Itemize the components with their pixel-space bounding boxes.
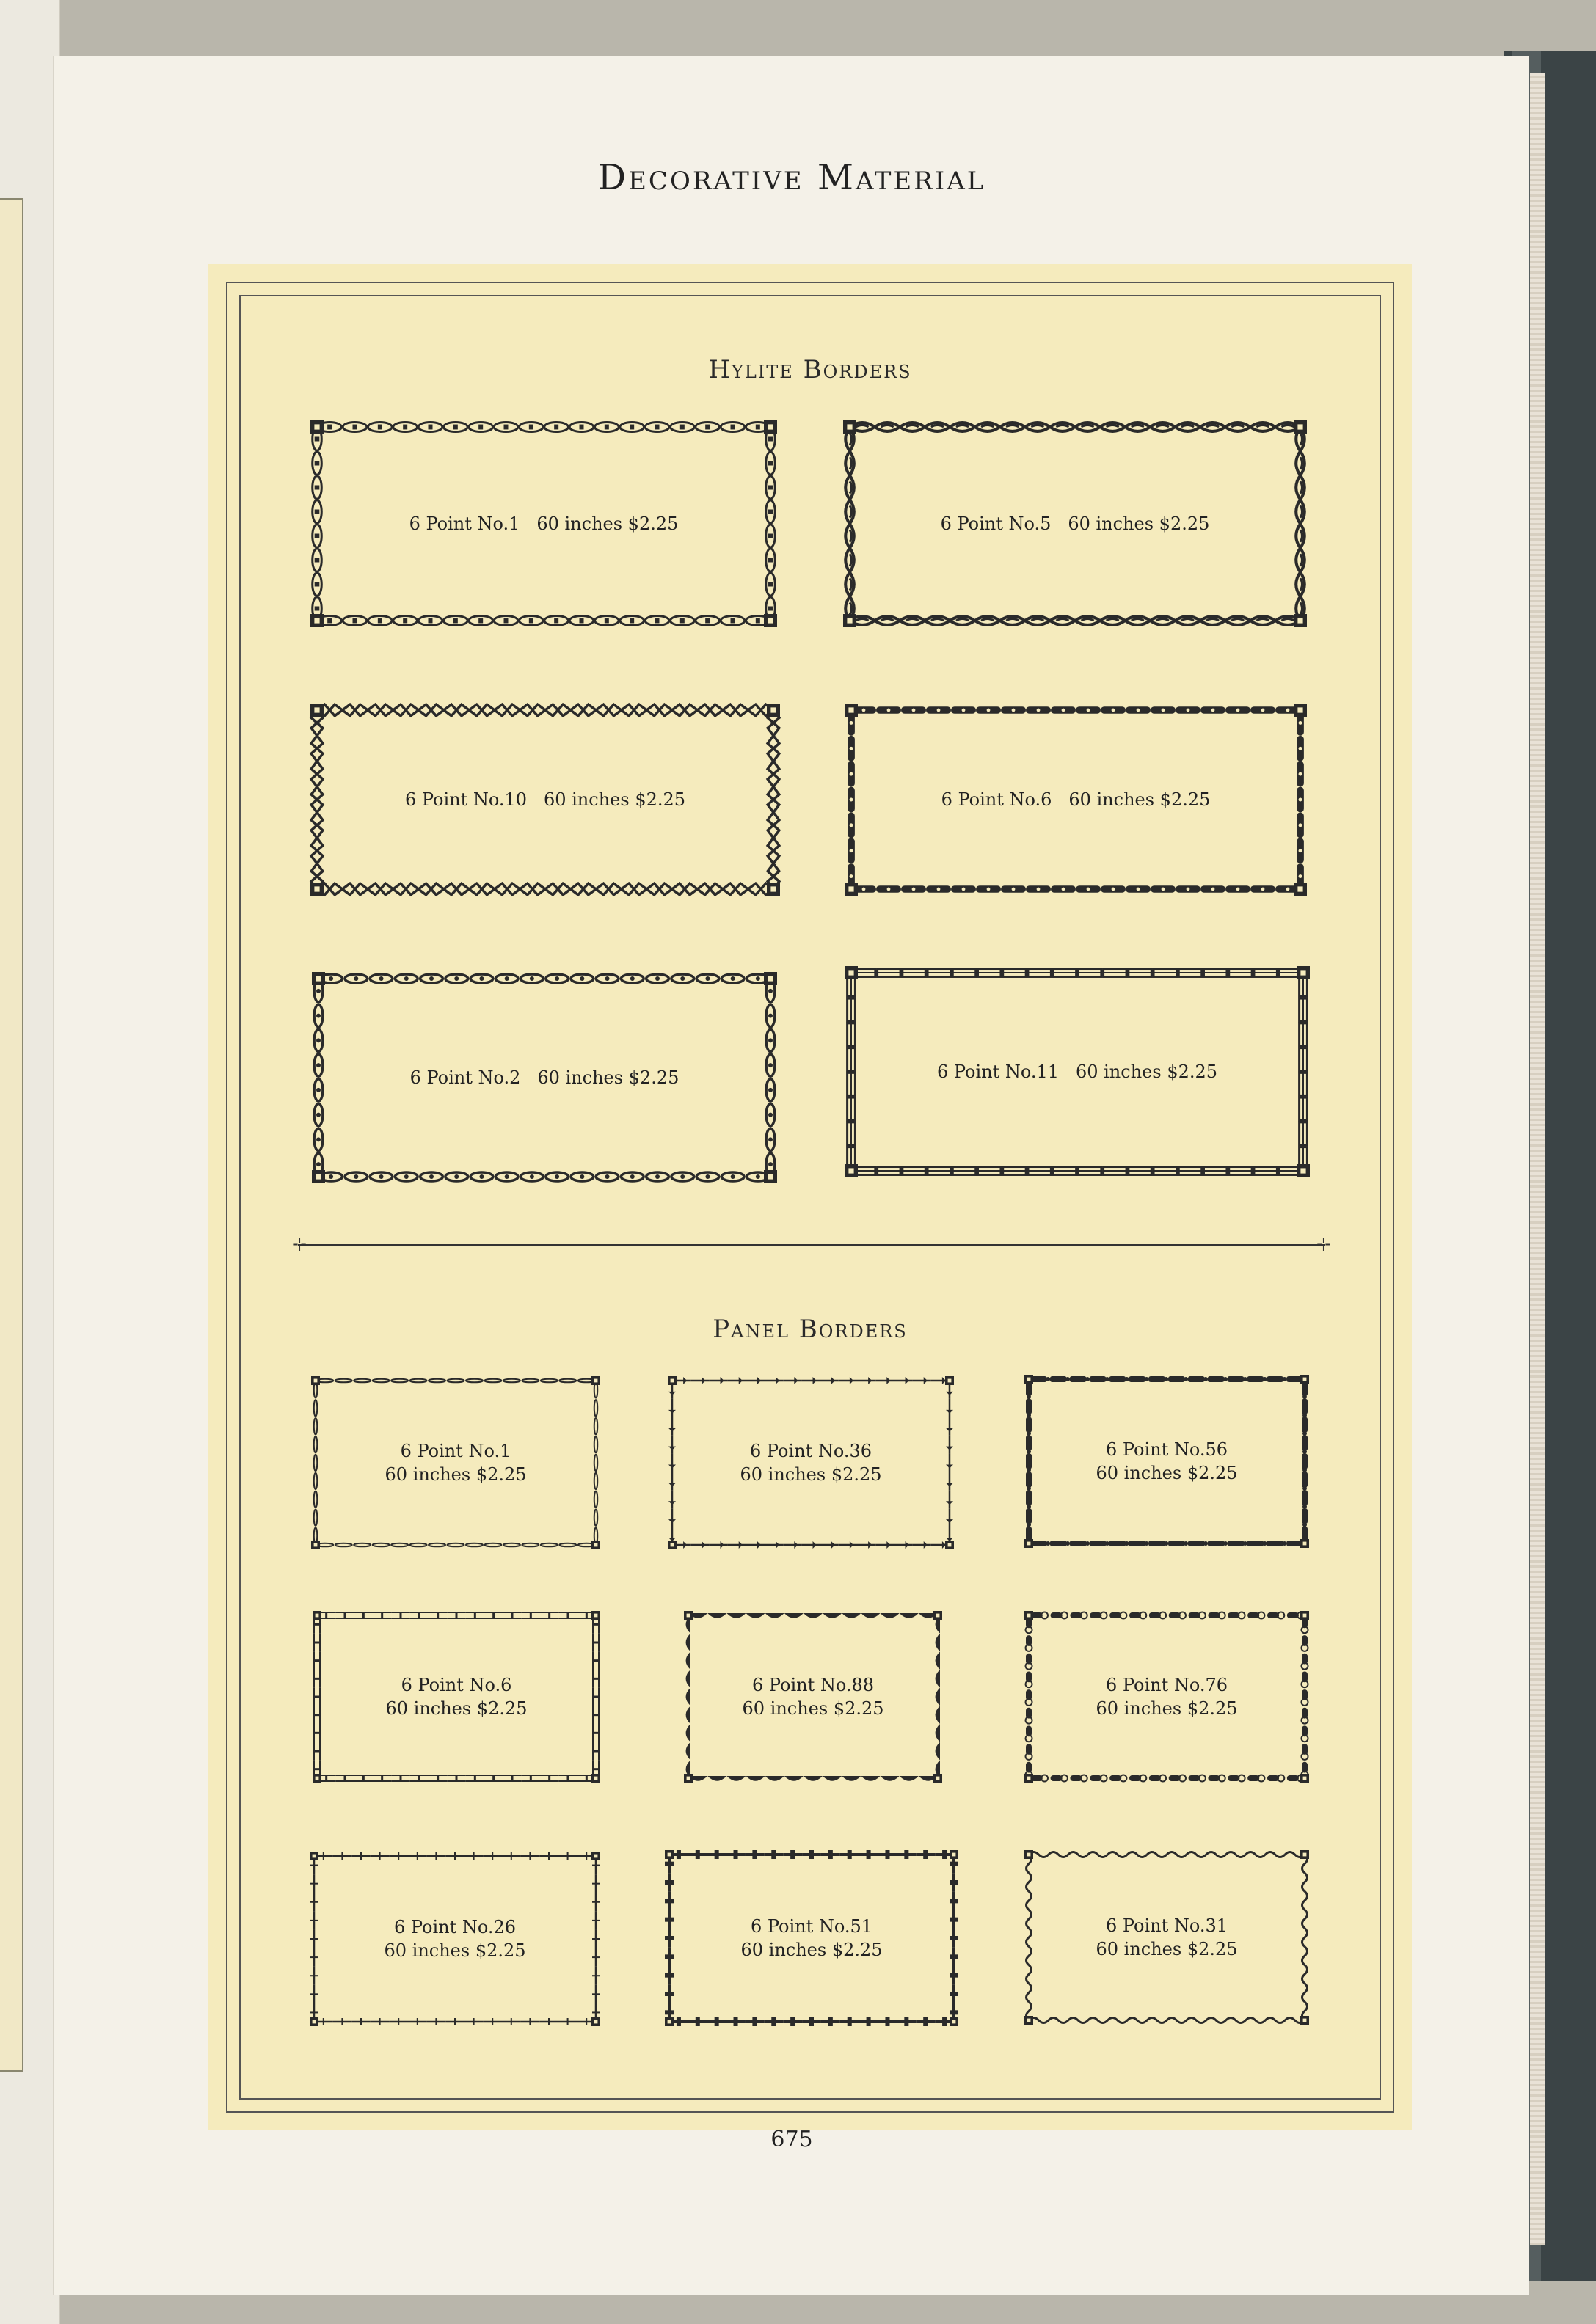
rule-ornament-right: ⊹: [1316, 1234, 1331, 1254]
page-edges: [1530, 73, 1545, 2245]
panel-specimen: [666, 1375, 955, 1551]
hylite-specimen: [307, 417, 781, 631]
hylite-specimen: [839, 417, 1311, 631]
panel-specimen: [1023, 1849, 1311, 2026]
facing-page-plate-edge: [0, 198, 23, 2072]
catalog-page: [53, 56, 1529, 2295]
hylite-specimen-label: 6 Point No.1 60 inches $2.25: [409, 514, 679, 534]
rule-ornament-left: ⊹: [292, 1234, 307, 1254]
hylite-specimen: [841, 962, 1313, 1181]
panel-specimen-label: 6 Point No.88 60 inches $2.25: [742, 1675, 884, 1719]
panel-specimen-label: 6 Point No.56 60 inches $2.25: [1096, 1439, 1238, 1483]
hylite-specimen-label: 6 Point No.10 60 inches $2.25: [404, 789, 686, 810]
panel-specimen: [1023, 1373, 1311, 1549]
panel-specimen-label: 6 Point No.26 60 inches $2.25: [384, 1917, 526, 1961]
panel-borders-title: Panel Borders: [713, 1315, 908, 1344]
panel-specimen-label: 6 Point No.36 60 inches $2.25: [740, 1441, 882, 1485]
hylite-specimen: [307, 700, 784, 899]
panel-specimen-label: 6 Point No.76 60 inches $2.25: [1096, 1675, 1238, 1719]
hylite-borders-title: Hylite Borders: [708, 355, 912, 384]
page-number: 675: [770, 2127, 813, 2152]
panel-specimen-label: 6 Point No.31 60 inches $2.25: [1096, 1915, 1238, 1959]
hylite-specimen-label: 6 Point No.6 60 inches $2.25: [941, 789, 1211, 810]
panel-specimen: [682, 1609, 944, 1784]
panel-specimen: [663, 1849, 960, 2028]
panel-specimen: [1023, 1609, 1311, 1784]
hylite-specimen-label: 6 Point No.2 60 inches $2.25: [409, 1067, 679, 1088]
panel-specimen: [310, 1375, 602, 1551]
panel-specimen-label: 6 Point No.51 60 inches $2.25: [740, 1916, 883, 1960]
tinted-plate: [208, 264, 1412, 2130]
hylite-specimen: [308, 968, 781, 1187]
hylite-specimen-label: 6 Point No.5 60 inches $2.25: [940, 514, 1210, 534]
panel-specimen: [308, 1850, 602, 2028]
hylite-specimen-label: 6 Point No.11 60 inches $2.25: [936, 1061, 1218, 1082]
running-head: Decorative Material: [597, 157, 986, 198]
panel-specimen-label: 6 Point No.6 60 inches $2.25: [385, 1675, 528, 1719]
hylite-specimen: [841, 700, 1311, 899]
panel-specimen: [311, 1609, 602, 1784]
panel-specimen-label: 6 Point No.1 60 inches $2.25: [385, 1441, 527, 1485]
section-divider-rule: [292, 1234, 1331, 1254]
